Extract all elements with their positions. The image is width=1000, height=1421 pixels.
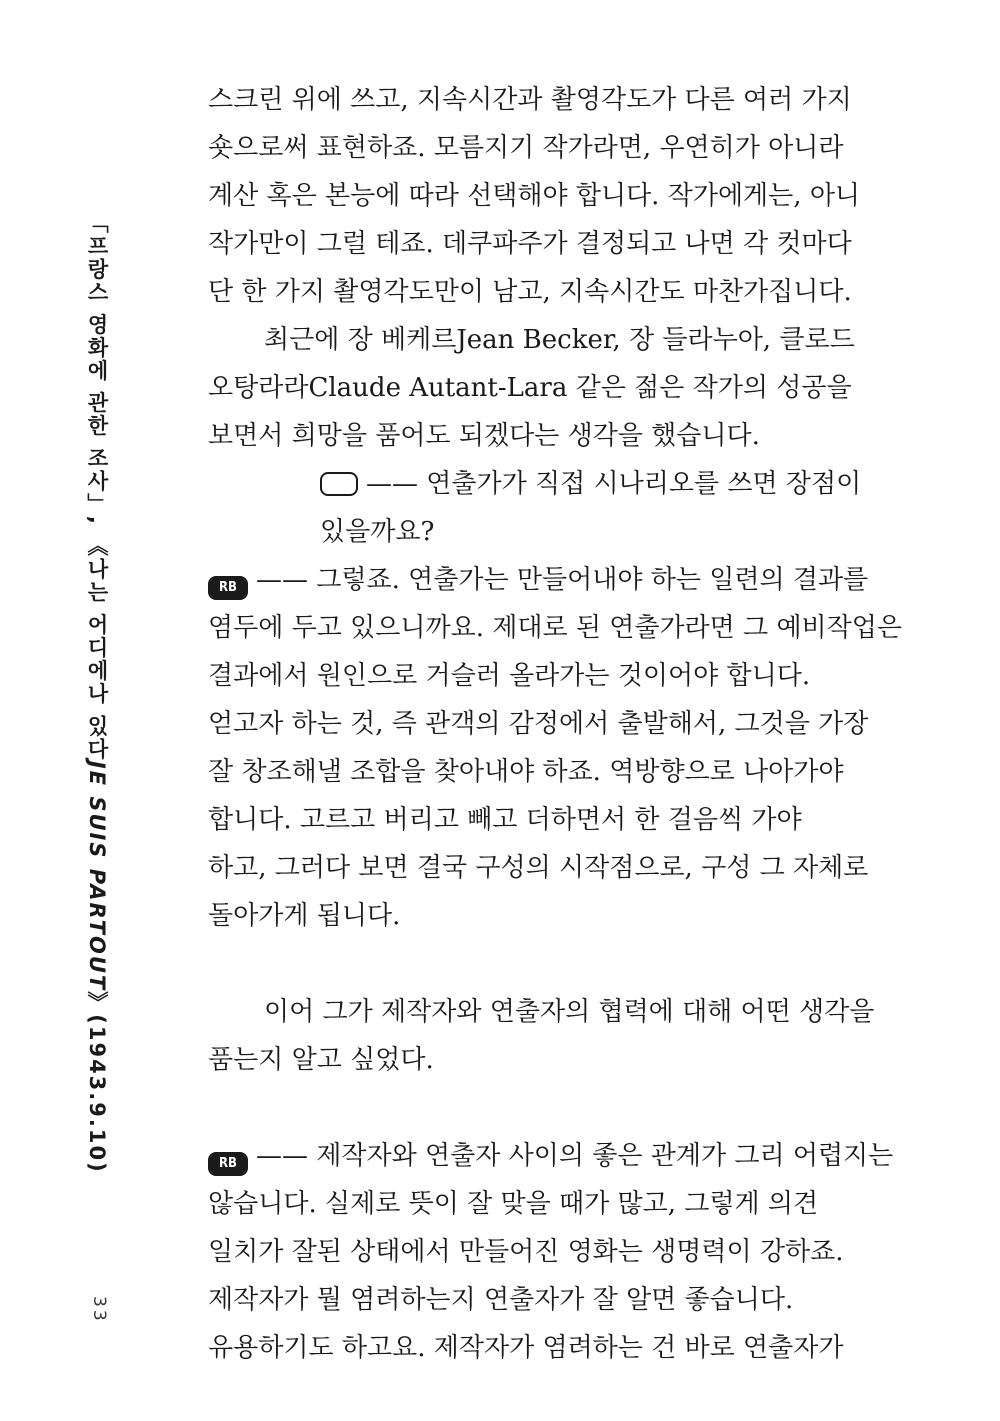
page-number: 33	[89, 1296, 109, 1324]
text-line: 있을까요?	[320, 517, 435, 547]
text-line: 품는지 알고 싶었다.	[208, 1045, 434, 1075]
text-line: 하고, 그러다 보면 결국 구성의 시작점으로, 구성 그 자체로	[208, 853, 869, 883]
answer-line	[208, 556, 968, 604]
text-line: 제작자가 뭘 염려하는지 연출자가 잘 알면 좋습니다.	[208, 1285, 794, 1315]
text-line: 합니다. 고르고 버리고 빼고 더하면서 한 걸음씩 가야	[208, 805, 802, 835]
interviewer-box-icon	[320, 472, 358, 496]
answer-line	[208, 1132, 968, 1180]
running-header-tail: 》(1943.9.10)	[85, 991, 109, 1174]
text-line: 않습니다. 실제로 뜻이 잘 맞을 때가 많고, 그렇게 의견	[208, 1189, 819, 1219]
text-line: 유용하기도 하고요. 제작자가 염려하는 건 바로 연출자가	[208, 1333, 844, 1363]
text-line: 보면서 희망을 품어도 되겠다는 생각을 했습니다.	[208, 421, 760, 451]
text-line: 단 한 가지 촬영각도만이 남고, 지속시간도 마찬가집니다.	[208, 277, 852, 307]
answer-text: —— 제작자와 연출자 사이의 좋은 관계가 그리 어렵지는	[256, 1141, 894, 1171]
text-line: 최근에 장 베케르Jean Becker, 장 들라누아, 클로드	[264, 325, 855, 355]
text-line: 염두에 두고 있으니까요. 제대로 된 연출가라면 그 예비작업은	[208, 613, 903, 643]
running-header-korean: 「프랑스 영화에 관한 조사」, 《나는 어디에나 있다	[85, 212, 109, 761]
text-line: 스크린 위에 쓰고, 지속시간과 촬영각도가 다른 여러 가지	[208, 85, 852, 115]
answer-text: —— 그렇죠. 연출가는 만들어내야 하는 일련의 결과를	[256, 565, 869, 595]
text-line: 잘 창조해낼 조합을 찾아내야 하죠. 역방향으로 나아가야	[208, 757, 844, 787]
text-line: 이어 그가 제작자와 연출자의 협력에 대해 어떤 생각을	[264, 997, 875, 1027]
body-text	[208, 76, 968, 1372]
running-header-latin: JE SUIS PARTOUT	[85, 760, 109, 992]
question-text: —— 연출가가 직접 시나리오를 쓰면 장점이	[366, 469, 862, 499]
speaker-badge-rb: RB	[208, 576, 248, 600]
text-line: 작가만이 그럴 테죠. 데쿠파주가 결정되고 나면 각 컷마다	[208, 229, 852, 259]
text-line: 일치가 잘된 상태에서 만들어진 영화는 생명력이 강하죠.	[208, 1237, 844, 1267]
text-line: 얻고자 하는 것, 즉 관객의 감정에서 출발해서, 그것을 가장	[208, 709, 869, 739]
speaker-badge-rb: RB	[208, 1152, 248, 1176]
text-line: 계산 혹은 본능에 따라 선택해야 합니다. 작가에게는, 아니	[208, 181, 861, 211]
text-line: 오탕라라Claude Autant-Lara 같은 젊은 작가의 성공을	[208, 373, 852, 403]
text-line: 숏으로써 표현하죠. 모름지기 작가라면, 우연히가 아니라	[208, 133, 844, 163]
running-header-vertical	[86, 212, 107, 1174]
text-line: 결과에서 원인으로 거슬러 올라가는 것이어야 합니다.	[208, 661, 811, 691]
interviewer-question-line	[208, 460, 968, 508]
text-line: 돌아가게 됩니다.	[208, 901, 401, 931]
